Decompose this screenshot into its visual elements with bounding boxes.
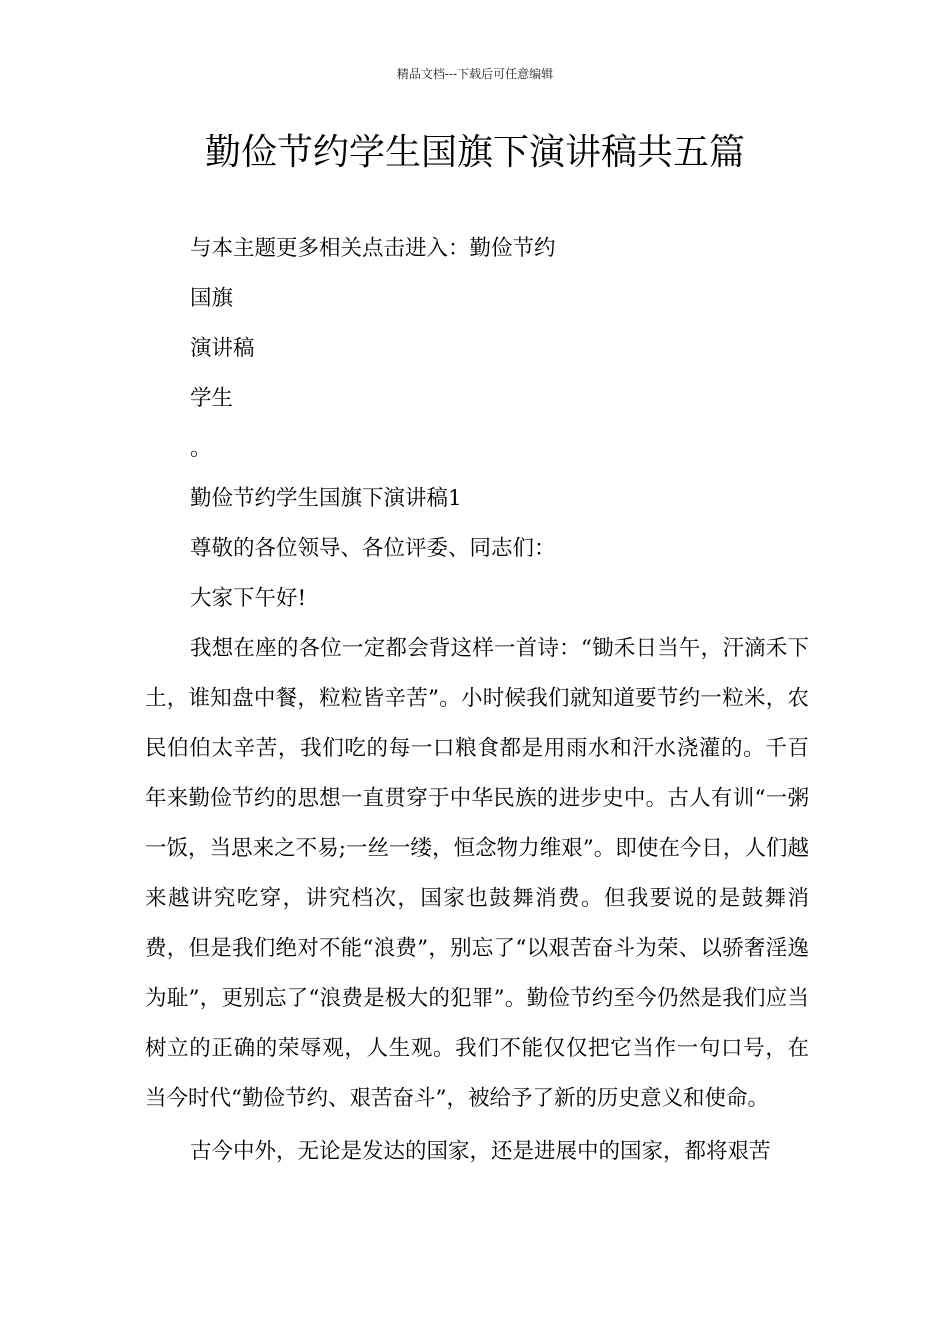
related-link-flag[interactable]: 国旗 (190, 286, 234, 311)
related-link-student[interactable]: 学生 (190, 386, 234, 411)
body-paragraph-1: 我想在座的各位一定都会背这样一首诗：“锄禾日当午，汗滴禾下土，谁知盘中餐，粒粒皆辛苦”。小时候我们就知道要节约一粒米，农民伯伯太辛苦，我们吃的每一口粮食都是用雨水和汗水浇灌的。千百年来勤俭节约的思想一直贯穿于中华民族的进步史中。古人有训“一粥一饭，当思来之不易;一丝一缕，恒念物力维艰”。即使在今日，人们越来越讲究吃穿，讲究档次，国家也鼓舞消费。但我要说的是鼓舞消费，但是我们绝对不能“浪费”，别忘了“以艰苦奋斗为荣、以骄奢淫逸为耻”，更别忘了“浪费是极大的犯罪”。勤俭节约至今仍然是我们应当树立的正确的荣辱观，人生观。我们不能仅仅把它当作一句口号，在当今时代“勤俭节约、艰苦奋斗”，被给予了新的历史意义和使命。 (145, 636, 809, 1111)
document-body (145, 224, 809, 1177)
document-title: 勤俭节约学生国旗下演讲稿共五篇 (204, 132, 745, 173)
body-paragraph-2: 古今中外，无论是发达的国家，还是进展中的国家，都将艰苦 (190, 1139, 771, 1164)
section-title: 勤俭节约学生国旗下演讲稿1 (190, 486, 462, 511)
page-header: 精品文档---下载后可任意编辑 (396, 67, 554, 81)
related-link-speech[interactable]: 演讲稿 (190, 336, 255, 361)
related-links-end-mark: 。 (190, 436, 212, 461)
related-topics-line[interactable]: 与本主题更多相关点击进入：勤俭节约 (190, 236, 556, 261)
greeting: 大家下午好! (190, 586, 307, 611)
salutation: 尊敬的各位领导、各位评委、同志们： (190, 536, 556, 561)
